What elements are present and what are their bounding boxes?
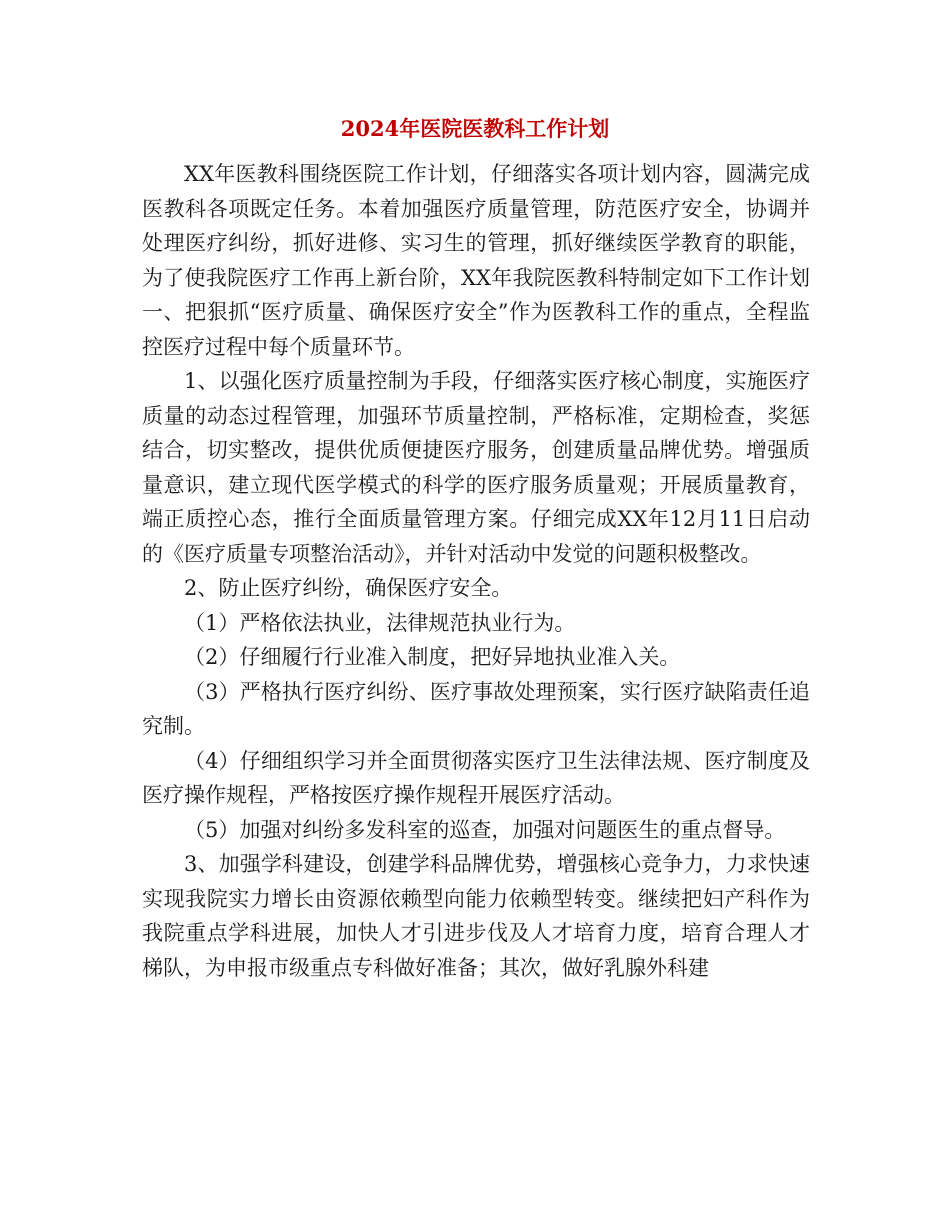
document-title: 2024年医院医教科工作计划 (340, 116, 610, 141)
paragraph-intro: XX年医教科围绕医院工作计划，仔细落实各项计划内容，圆满完成医教科各项既定任务。本着加强医疗质量管理，防范医疗安全，协调并处理医疗纠纷，抓好进修、实习生的管理，抓好继续医学教育的职能，为了使我院医疗工作再上新台阶，XX年我院医教科特制定如下工作计划一、把狠抓“医疗质量、确保医疗安全”作为医教科工作的重点，全程监控医疗过程中每个质量环节。 (142, 162, 810, 359)
paragraph-item-2: 2、防止医疗纠纷，确保医疗安全。 (184, 576, 513, 600)
paragraph-subitem-3: （3）严格执行医疗纠纷、医疗事故处理预案，实行医疗缺陷责任追究制。 (142, 679, 810, 738)
paragraph-subitem-2: （2）仔细履行行业准入制度，把好异地执业准入关。 (184, 645, 681, 669)
paragraph-item-3: 3、加强学科建设，创建学科品牌优势，增强核心竞争力，力求快速实现我院实力增长由资源依赖型向能力依赖型转变。继续把妇产科作为我院重点学科进展，加快人才引进步伐及人才培育力度，培育合理人才梯队，为申报市级重点专科做好准备；其次，做好乳腺外科建 (142, 852, 810, 980)
paragraph-subitem-1: （1）严格依法执业，法律规范执业行为。 (184, 610, 576, 635)
document-body (142, 157, 810, 985)
paragraph-subitem-5: （5）加强对纠纷多发科室的巡查，加强对问题医生的重点督导。 (184, 817, 786, 842)
paragraph-subitem-4: （4）仔细组织学习并全面贯彻落实医疗卫生法律法规、医疗制度及医疗操作规程，严格按医疗操作规程开展医疗活动。 (142, 748, 810, 807)
paragraph-item-1: 1、以强化医疗质量控制为手段，仔细落实医疗核心制度，实施医疗质量的动态过程管理，加强环节质量控制，严格标准，定期检查，奖惩结合，切实整改，提供优质便捷医疗服务，创建质量品牌优势。增强质量意识，建立现代医学模式的科学的医疗服务质量观；开展质量教育，端正质控心态，推行全面质量管理方案。仔细完成XX年12月11日启动的《医疗质量专项整治活动》，并针对活动中发觉的问题积极整改。 (142, 369, 810, 566)
